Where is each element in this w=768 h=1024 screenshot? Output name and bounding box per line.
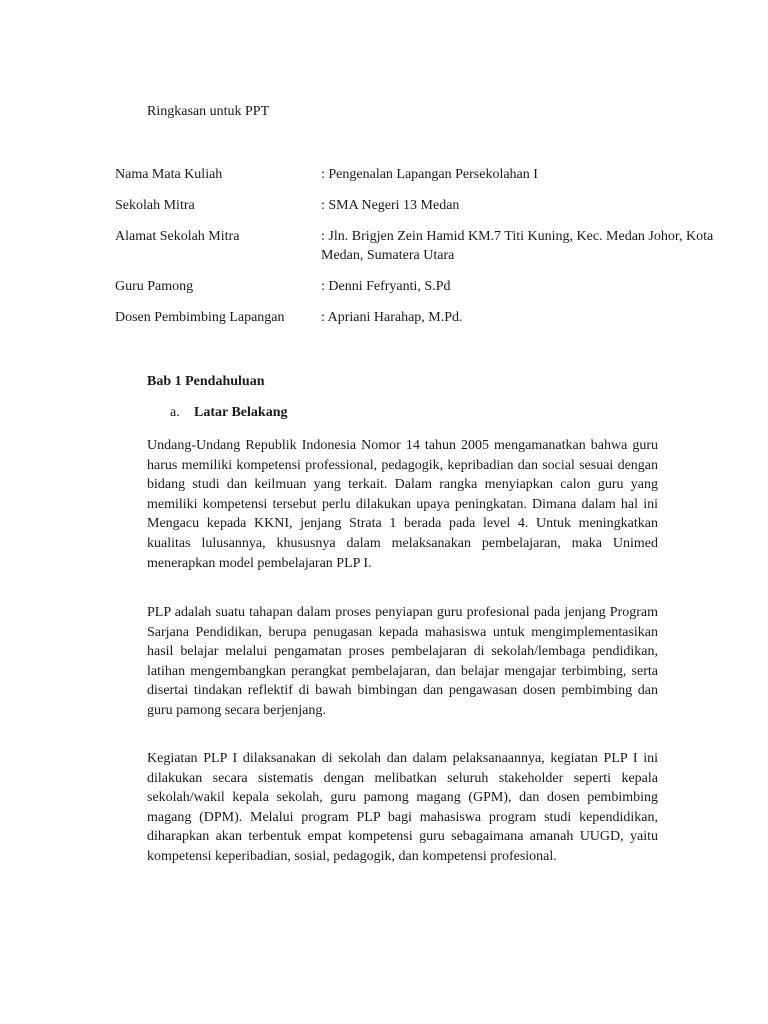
- info-value: : Jln. Brigjen Zein Hamid KM.7 Titi Kuning, Kec. Medan Johor, Kota Medan, Sumatera Utara: [321, 229, 714, 263]
- info-value: : Denni Fefryanti, S.Pd: [321, 279, 451, 294]
- info-row-school: [115, 196, 735, 227]
- info-label: Sekolah Mitra: [115, 198, 195, 213]
- info-label: Dosen Pembimbing Lapangan: [115, 310, 285, 325]
- info-row-course: [115, 165, 735, 196]
- info-label: Nama Mata Kuliah: [115, 167, 223, 182]
- info-value: : Apriani Harahap, M.Pd.: [321, 310, 463, 325]
- info-row-address: [115, 227, 735, 277]
- course-info-table: [115, 165, 735, 339]
- section-title: Latar Belakang: [194, 405, 288, 420]
- body-paragraph: Kegiatan PLP I dilaksanakan di sekolah dan dalam pelaksanaannya, kegiatan PLP I ini dilakukan secara sistematis dengan melibatkan seluruh stakeholder seperti kepala sekolah/wakil kepala sekolah, guru pamong magang (GPM), dan dosen pembimbing magang (DPM). Melalui program PLP bagi mahasiswa program studi kependidikan, diharapkan akan terbentuk empat kompetensi guru sebagaimana amanah UUGD, yaitu kompetensi keperibadian, sosial, pedagogik, dan kompetensi profesional.: [147, 751, 658, 864]
- section-marker: a.: [170, 405, 180, 420]
- body-paragraph: PLP adalah suatu tahapan dalam proses penyiapan guru profesional pada jenjang Program Sarjana Pendidikan, berupa penugasan kepada mahasiswa untuk mengimplementasikan hasil belajar melalui pengamatan proses pembelajaran di sekolah/lembaga pendidikan, latihan mengembangkan perangkat pembelajaran, dan belajar mengajar terbimbing, serta disertai tindakan reflektif di bawah bimbingan dan pengawasan dosen pembimbing dan guru pamong secara berjenjang.: [147, 605, 658, 718]
- document-title: Ringkasan untuk PPT: [147, 104, 270, 119]
- info-value: : Pengenalan Lapangan Persekolahan I: [321, 167, 538, 182]
- chapter-heading: Bab 1 Pendahuluan: [147, 374, 265, 389]
- info-label: Guru Pamong: [115, 279, 194, 294]
- body-paragraph: Undang-Undang Republik Indonesia Nomor 14 tahun 2005 mengamanatkan bahwa guru harus memiliki kompetensi professional, pedagogik, kepribadian dan social sesuai dengan bidang studi dan keilmuan yang terkait. Dalam rangka menyiapkan calon guru yang memiliki kompetensi tersebut perlu dilakukan upaya peningkatan. Dimana dalam hal ini Mengacu kepada KKNI, jenjang Strata 1 berada pada level 4. Untuk meningkatkan kualitas lulusannya, khususnya dalam melaksanakan pembelajaran, maka Unimed menerapkan model pembelajaran PLP I.: [147, 438, 658, 571]
- section-heading: [170, 405, 287, 421]
- info-row-teacher: [115, 277, 735, 308]
- info-value: : SMA Negeri 13 Medan: [321, 198, 460, 213]
- info-row-supervisor: [115, 308, 735, 339]
- info-label: Alamat Sekolah Mitra: [115, 229, 240, 244]
